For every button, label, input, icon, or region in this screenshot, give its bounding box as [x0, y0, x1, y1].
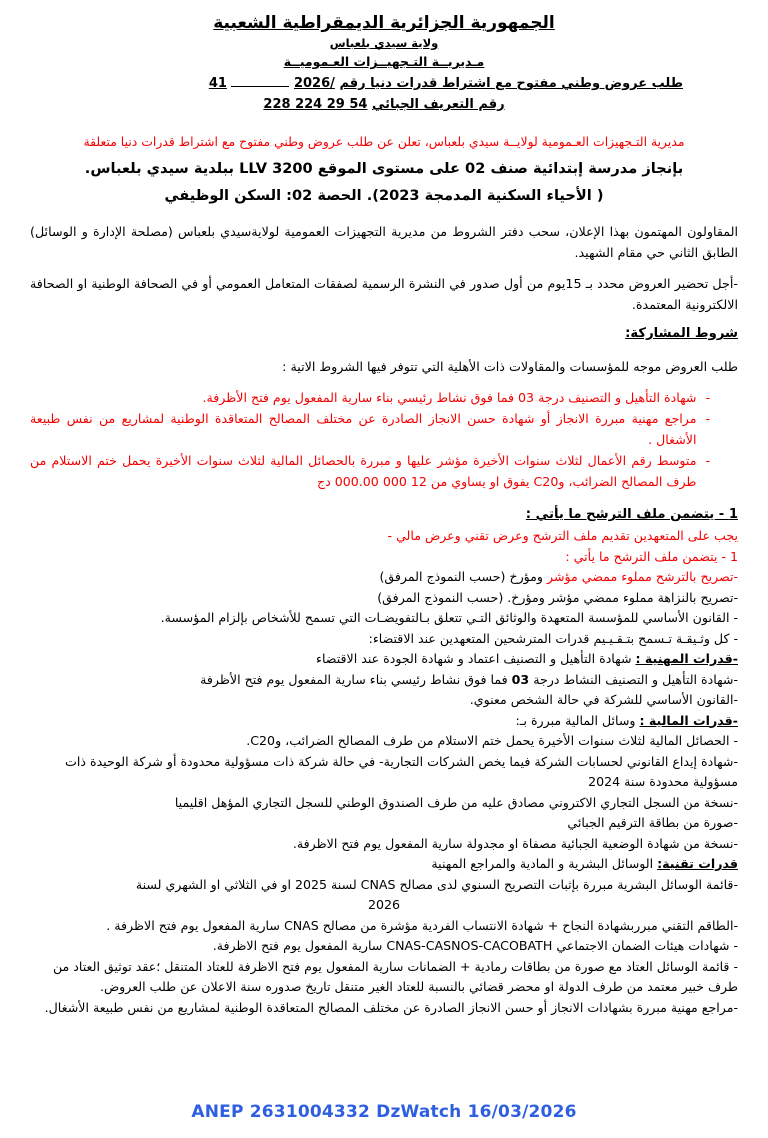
human-resources-line: -قائمة الوسائل البشرية مبررة بإثبات التصريح السنوي لدى مصالح CNAS لسنة 2025 او في الثلاثي او الشهري لسنة: [135, 876, 738, 892]
tax-id-line: [30, 95, 738, 114]
eligibility-paragraph: طلب العروض موجه للمؤسسات والمقاولات ذات الأهلية التي تتوفر فيها الشروط الاتية :: [282, 359, 738, 374]
declaration-black-part: ومؤرخ (حسب النموذج المرفق): [379, 569, 547, 584]
tender-number-gap: [231, 73, 289, 87]
financial-capacities-line: [30, 711, 738, 732]
condition-qualification: شهادة التأهيل و التصنيف درجة 03 فما فوق نشاط رئيسي بناء سارية المفعول يوم فتح الأظرفة.: [202, 390, 697, 405]
announcement-intro-red: مديرية التـجهيزات العـمومية لولايــة سيدي بلعباس، تعلن عن طلب عروض وطني مفتوح مع اشتراط قدرات دنيا متعلقة: [83, 134, 685, 149]
directorate-line: مـديريــة التـجهيــزات العـموميــة: [283, 54, 485, 69]
condition-turnover: متوسط رقم الأعمال لثلاث سنوات الأخيرة مؤشر عليها و مبررة بالحصائل المالية لثلاث سنوات الأخيرة يحمل ختم الاستلام من طرف المصالح الضرائب، وC20 يفوق او يساوي من 12 000 000.00 دج: [30, 453, 697, 489]
tender-line-text: طلب عروض وطني مفتوح مع اشتراط قدرات دنيا رقم: [339, 76, 683, 91]
bullet-dash: -: [705, 453, 710, 468]
legal-deposit-line: -شهادة إيداع القانوني لحسابات الشركة فيما يخص الشركات التجارية- في حالة شركة ذات مسؤولية محدودة أو شركة الوحيدة ذات مسؤولية محدودة سنة 2024: [65, 753, 738, 789]
commercial-register-line: -نسخة من السجل التجاري الاكتروني مصادق عليه من طرف الصندوق الوطني للسجل التجاري المؤهل اقليميا: [174, 794, 738, 810]
classification-line: [30, 670, 738, 691]
participation-conditions-heading: شروط المشاركة:: [625, 326, 738, 341]
tax-card-line: -صورة من بطاقة الترقيم الجبائي: [567, 815, 738, 830]
candidacy-file-section: [30, 526, 738, 1018]
professional-capacities-text: شهادة التأهيل و التصنيف اعتماد و شهادة الجودة عند الاقتضاء: [316, 651, 636, 666]
condition-references: مراجع مهنية مبررة الانجاز أو شهادة حسن الانجاز الصادرة عن مختلف المصالح المتعاقدة الوطنية لمشاريع من نفس طبيعة الأشغال .: [30, 411, 697, 447]
classification-grade: 03: [511, 671, 530, 687]
equipment-list-line: - قائمة الوسائل العتاد مع صورة من بطاقات رمادية + الضمانات سارية المفعول يوم فتح الاظرفة للعتاد المتنقل ؛عقد توثيق العتاد من طرف خبير معتمد من طرف الدولة او محضر قضائي بالنسبة للعتاد الغير متنقل تاريخ صدوره سنة الاعلان عن طلب العروض.: [52, 958, 738, 994]
preparation-deadline-paragraph: -أجل تحضير العروض محدد بـ 15يوم من أول صدور في النشرة الرسمية لصفقات المتعامل العمومي أو في الصحافة الوطنية او الصحافة الالكترونية المعتمدة.: [30, 276, 738, 312]
withdrawal-paragraph: المقاولون المهتمون بهذا الإعلان، سحب دفتر الشروط من مديرية التجهيزات العمومية لولايةسيدي بلعباس (مصلحة الإدارة و الوسائل) الطابق الثاني حي مقام الشهيد.: [30, 224, 738, 260]
list-item: [30, 408, 710, 450]
technical-staff-line: -الطاقم التقني مبرربشهادة النجاح + شهادة الانتساب الفردية مؤشرة من مصالح CNAS سارية المفعول يوم فتح الاظرفة .: [106, 917, 738, 933]
list-item: [30, 450, 710, 492]
company-statutes-line: -القانون الأساسي للشركة في حالة الشخص معنوي.: [469, 692, 738, 707]
republic-title: الجمهورية الجزائرية الديمقراطية الشعبية: [213, 13, 555, 33]
candidacy-red-line2: 1 - يتضمن ملف الترشح ما يأتي :: [565, 548, 738, 564]
candidacy-declaration-line: [30, 567, 738, 588]
financial-capacities-label: -قدرات المالية :: [639, 712, 738, 728]
wilaya-line: ولاية سيدي بلعباس: [329, 36, 439, 50]
candidacy-file-heading: 1 - يتضمن ملف الترشح ما يأتي :: [525, 507, 738, 522]
list-item: [30, 387, 710, 408]
professional-capacities-line: [30, 649, 738, 670]
tax-id-label: رقم التعريف الجبائي: [371, 97, 505, 112]
project-title-line2: ( الأحياء السكنية المدمجة 2023). الحصة 02: السكن الوظيفي: [164, 187, 604, 204]
tender-year: 2026/: [293, 76, 335, 91]
conditions-list: [30, 387, 738, 492]
balance-sheets-line: - الحصائل المالية لثلاث سنوات الأخيرة يحمل ختم الاستلام من طرف المصالح الضرائب، وC20.: [246, 733, 738, 748]
statutes-line: - القانون الأساسي للمؤسسة المتعهدة والوثائق التـي تتعلق بـالتفويضـات التي تسمح للأشخاص بإلزام المؤسسة.: [160, 610, 738, 625]
tender-number-line: [209, 73, 683, 93]
professional-capacities-label: -قدرات المهنية :: [635, 651, 738, 666]
classification-pre: -شهادة التأهيل و التصنيف النشاط درجة: [533, 671, 738, 687]
candidacy-red-line1: يجب على المتعهدين تقديم ملف الترشح وعرض تقني وعرض مالي -: [387, 528, 738, 543]
social-security-line: - شهادات هيئات الضمان الاجتماعي CNAS-CASNOS-CACOBATH سارية المفعول يوم فتح الاظرفة.: [212, 938, 738, 953]
tax-situation-line: -نسخة من شهادة الوضعية الجبائية مصفاة او مجدولة سارية المفعول يوم فتح الاظرفة.: [292, 835, 738, 851]
classification-post: فما فوق نشاط رئيسي بناء سارية المفعول يوم فتح الأظرفة: [200, 671, 508, 687]
human-resources-year: 2026: [367, 897, 401, 912]
tax-id-number: 228 224 29 54: [263, 97, 368, 112]
bullet-dash: -: [705, 390, 710, 405]
professional-references-line: -مراجع مهنية مبررة بشهادات الانجاز أو حسن الانجاز الصادرة عن مختلف المصالح المتعاقدة الوطنية لمشاريع من نفس طبيعة الأشغال.: [44, 999, 738, 1015]
bullet-dash: -: [705, 411, 710, 426]
evaluation-documents-line: - كل وثـيقـة تـسمح بتـقـيـيم قدرات المترشحين المتعهدين عند الاقتضاء:: [368, 630, 738, 646]
tender-number: 41: [208, 76, 227, 91]
anep-footer: ANEP 2631004332 DzWatch 16/03/2026: [191, 1102, 577, 1122]
project-title-line1: بإنجاز مدرسة إبتدائية صنف 02 على مستوى الموقع 3200 LLV ببلدية سيدي بلعباس.: [84, 160, 684, 177]
technical-capacities-line: [30, 854, 738, 875]
technical-capacities-text: الوسائل البشرية و المادية والمراجع المهنية: [431, 856, 658, 871]
integrity-declaration-line: -تصريح بالنزاهة مملوء ممضي مؤشر ومؤرخ. (حسب النموذج المرفق): [377, 589, 738, 605]
financial-capacities-text: وسائل المالية مبررة بـ:: [515, 712, 640, 728]
declaration-red-part: -تصريح بالترشح مملوء ممضي مؤشر: [547, 569, 738, 584]
technical-capacities-label: قدرات تقنية:: [657, 856, 738, 871]
